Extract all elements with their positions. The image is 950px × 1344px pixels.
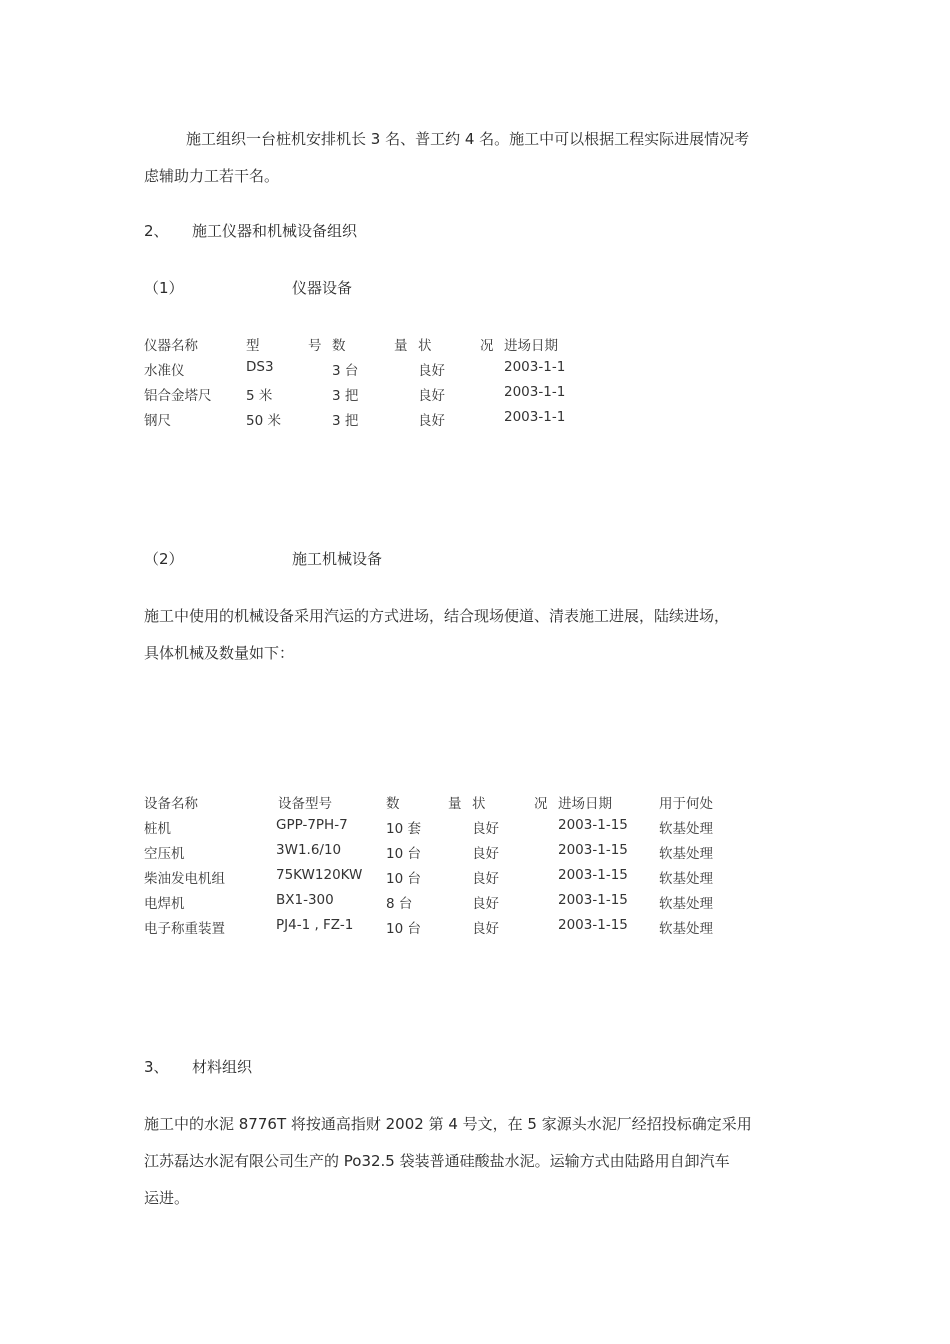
header-cell: 量 [394,338,408,354]
section-2-number: 2、 [144,222,169,240]
header-cell: 号 [308,338,322,354]
table-cell: 3W1.6/10 [276,842,342,858]
table-cell: 8 台 [386,896,413,912]
machinery-para-line-1: 施工中使用的机械设备采用汽运的方式进场，结合现场便道、清表施工进展，陆续进场， [144,607,730,625]
section-2-title: 施工仪器和机械设备组织 [192,222,358,240]
table-cell: 钢尺 [144,413,171,429]
header-cell: 状 [418,338,432,354]
table-cell: 10 台 [386,846,421,862]
table-cell: 5 米 [246,388,273,404]
table-cell: 3 台 [332,363,359,379]
table-cell: 柴油发电机组 [144,871,225,887]
table-cell: 电焊机 [144,896,185,912]
intro-line-1: 施工组织一台桩机安排机长 3 名、普工约 4 名。施工中可以根据工程实际进展情况考 [186,130,750,148]
table-cell: PJ4-1 , FZ-1 [276,917,354,933]
table-cell: 软基处理 [659,821,713,837]
table-cell: 良好 [418,413,445,429]
table-cell: BX1-300 [276,892,334,908]
table-cell: 2003-1-1 [504,359,566,375]
table-cell: 软基处理 [659,896,713,912]
header-cell: 状 [472,796,486,812]
sub-1-number: （1） [144,279,184,297]
machinery-para-line-2: 具体机械及数量如下： [144,644,295,662]
header-cell: 仪器名称 [144,338,198,354]
table-cell: 桩机 [144,821,171,837]
table-cell: 3 把 [332,388,359,404]
table-cell: 良好 [472,896,499,912]
table-cell: 50 米 [246,413,281,429]
table-cell: 10 台 [386,921,421,937]
table-cell: 良好 [472,921,499,937]
header-cell: 况 [480,338,494,354]
intro-line-2: 虑辅助力工若干名。 [144,167,280,185]
table-cell: 2003-1-15 [558,817,628,833]
section-3-title: 材料组织 [192,1058,253,1076]
sub-2-number: （2） [144,550,184,568]
table-cell: 电子称重装置 [144,921,225,937]
section-3-number: 3、 [144,1058,169,1076]
table-cell: 3 把 [332,413,359,429]
header-cell: 数 [386,796,400,812]
header-cell: 用于何处 [659,796,713,812]
materials-para-line-2: 江苏磊达水泥有限公司生产的 Po32.5 袋装普通硅酸盐水泥。运输方式由陆路用自卸汽车 [144,1152,730,1170]
table-cell: GPP-7PH-7 [276,817,348,833]
table-cell: DS3 [246,359,274,375]
table-cell: 良好 [418,363,445,379]
header-cell: 型 [246,338,260,354]
header-cell: 设备名称 [144,796,198,812]
header-cell: 量 [448,796,462,812]
sub-1-title: 仪器设备 [292,279,353,297]
header-cell: 设备型号 [278,796,332,812]
table-cell: 铝合金塔尺 [144,388,212,404]
table-cell: 10 套 [386,821,421,837]
table-cell: 良好 [472,846,499,862]
table-cell: 2003-1-1 [504,409,566,425]
table-cell: 10 台 [386,871,421,887]
table-cell: 水准仪 [144,363,185,379]
header-cell: 进场日期 [504,338,558,354]
table-cell: 2003-1-15 [558,867,628,883]
header-cell: 进场日期 [558,796,612,812]
table-cell: 良好 [472,871,499,887]
sub-2-title: 施工机械设备 [292,550,383,568]
materials-para-line-3: 运进。 [144,1189,190,1207]
table-cell: 75KW120KW [276,867,363,883]
table-cell: 2003-1-15 [558,917,628,933]
table-cell: 2003-1-1 [504,384,566,400]
materials-para-line-1: 施工中的水泥 8776T 将按通高指财 2002 第 4 号文，在 5 家源头水泥厂经招投标确定采用 [144,1115,752,1133]
table-cell: 软基处理 [659,921,713,937]
table-cell: 软基处理 [659,846,713,862]
table-cell: 空压机 [144,846,185,862]
header-cell: 数 [332,338,346,354]
table-cell: 2003-1-15 [558,892,628,908]
table-cell: 良好 [418,388,445,404]
table-cell: 2003-1-15 [558,842,628,858]
table-cell: 软基处理 [659,871,713,887]
table-cell: 良好 [472,821,499,837]
header-cell: 况 [534,796,548,812]
